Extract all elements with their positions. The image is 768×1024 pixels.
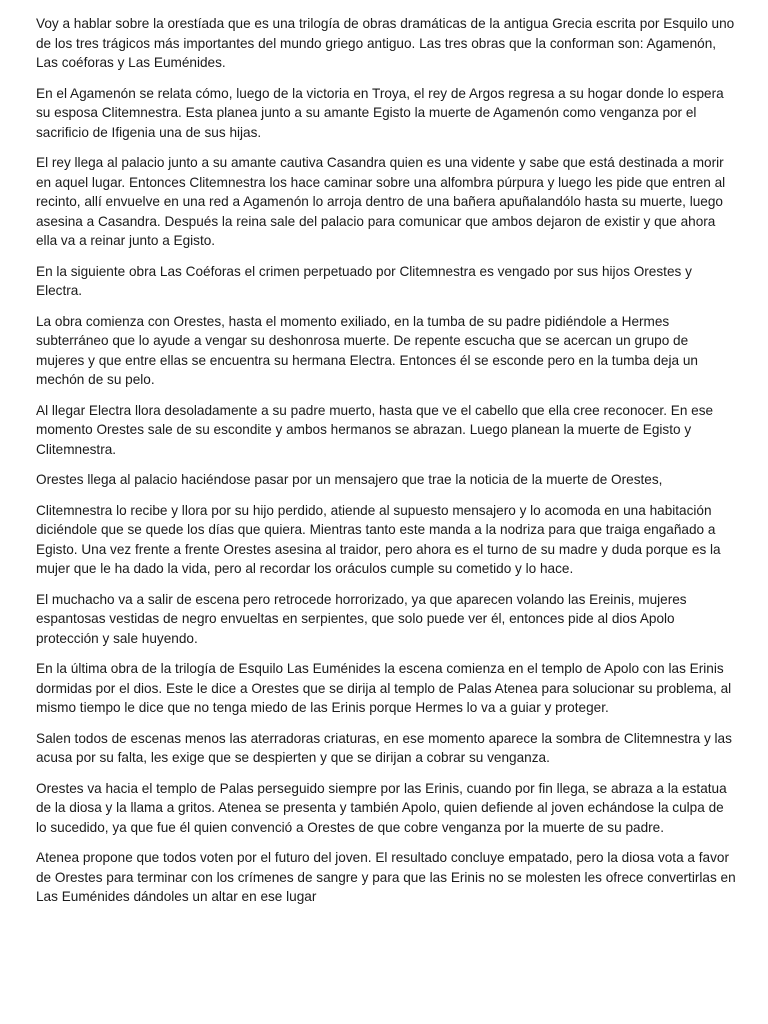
- paragraph-2: En el Agamenón se relata cómo, luego de la victoria en Troya, el rey de Argos regresa a su hogar donde lo espera su esposa Clitemnestra. Esta planea junto a su amante Egisto la muerte de Agamenón como venganza por el sacrificio de Ifigenia una de sus hijas.: [36, 85, 724, 140]
- paragraph-1: Voy a hablar sobre la orestíada que es una trilogía de obras dramáticas de la antigua Grecia escrita por Esquilo uno de los tres trágicos más importantes del mundo griego antiguo. Las tres obras que la conforman son: Agamenón, Las coéforas y Las Euménides.: [36, 16, 735, 70]
- paragraph-4: En la siguiente obra Las Coéforas el crimen perpetuado por Clitemnestra es vengado por sus hijos Orestes y Electra.: [36, 263, 692, 298]
- paragraph-5: La obra comienza con Orestes, hasta el momento exiliado, en la tumba de su padre pidiéndole a Hermes subterráneo que lo ayude a vengar su deshonrosa muerte. De repente escucha que se acercan un grupo de mujeres y que entre ellas se encuentra su hermana Electra. Entonces él se esconde pero en la tumba deja un mechón de su pelo.: [36, 313, 698, 387]
- paragraph-13: Atenea propone que todos voten por el futuro del joven. El resultado concluye empatado, pero la diosa vota a favor de Orestes para terminar con los crímenes de sangre y para que las Erinis no se molesten les ofrece convertirlas en Las Euménides dándoles un altar en ese lugar: [36, 850, 736, 904]
- paragraph-11: Salen todos de escenas menos las aterradoras criaturas, en ese momento aparece la sombra de Clitemnestra y las acusa por su falta, les exige que se despierten y que se dirijan a cobrar su venganza.: [36, 730, 732, 765]
- paragraph-9: El muchacho va a salir de escena pero retrocede horrorizado, ya que aparecen volando las Ereinis, mujeres espantosas vestidas de negro envueltas en serpientes, que solo puede ver él, entonces pide al dios Apolo protección y sale huyendo.: [36, 591, 687, 646]
- paragraph-12: Orestes va hacia el templo de Palas perseguido siempre por las Erinis, cuando por fin llega, se abraza a la estatua de la diosa y la llama a gritos. Atenea se presenta y también Apolo, quien defiende al joven echándose la culpa de lo sucedido, ya que fue él quien convenció a Orestes de que cobre venganza por la muerte de su padre.: [36, 780, 727, 835]
- paragraph-8: Clitemnestra lo recibe y llora por su hijo perdido, atiende al supuesto mensajero y lo acomoda en una habitación diciéndole que se quede los días que quiera. Mientras tanto este manda a la nodriza para que traiga engañado a Egisto. Una vez frente a frente Orestes asesina al traidor, pero ahora es el turno de su madre y duda porque es la mujer que le ha dado la vida, pero al recordar los oráculos cumple su cometido y lo hace.: [36, 502, 721, 576]
- paragraph-10: En la última obra de la trilogía de Esquilo Las Euménides la escena comienza en el templo de Apolo con las Erinis dormidas por el dios. Este le dice a Orestes que se dirija al templo de Palas Atenea para solucionar su problema, al mismo tiempo le dice que no tenga miedo de las Erinis porque Hermes lo va a guiar y proteger.: [36, 661, 732, 715]
- paragraph-7: Orestes llega al palacio haciéndose pasar por un mensajero que trae la noticia de la muerte de Orestes,: [36, 472, 663, 487]
- paragraph-6: Al llegar Electra llora desoladamente a su padre muerto, hasta que ve el cabello que ella cree reconocer. En ese momento Orestes sale de su escondite y ambos hermanos se abrazan. Luego planean la muerte de Egisto y Clitemnestra.: [36, 402, 714, 457]
- paragraph-3: El rey llega al palacio junto a su amante cautiva Casandra quien es una vidente y sabe que está destinada a morir en aquel lugar. Entonces Clitemnestra los hace caminar sobre una alfombra púrpura y luego les pide que entren al recinto, allí envuelve en una red a Agamenón lo arroja dentro de una bañera apuñalandólo hasta su muerte, luego asesina a Casandra. Después la reina sale del palacio para comunicar que ambos dejaron de existir y que ahora ella va a reinar junto a Egisto.: [36, 155, 726, 248]
